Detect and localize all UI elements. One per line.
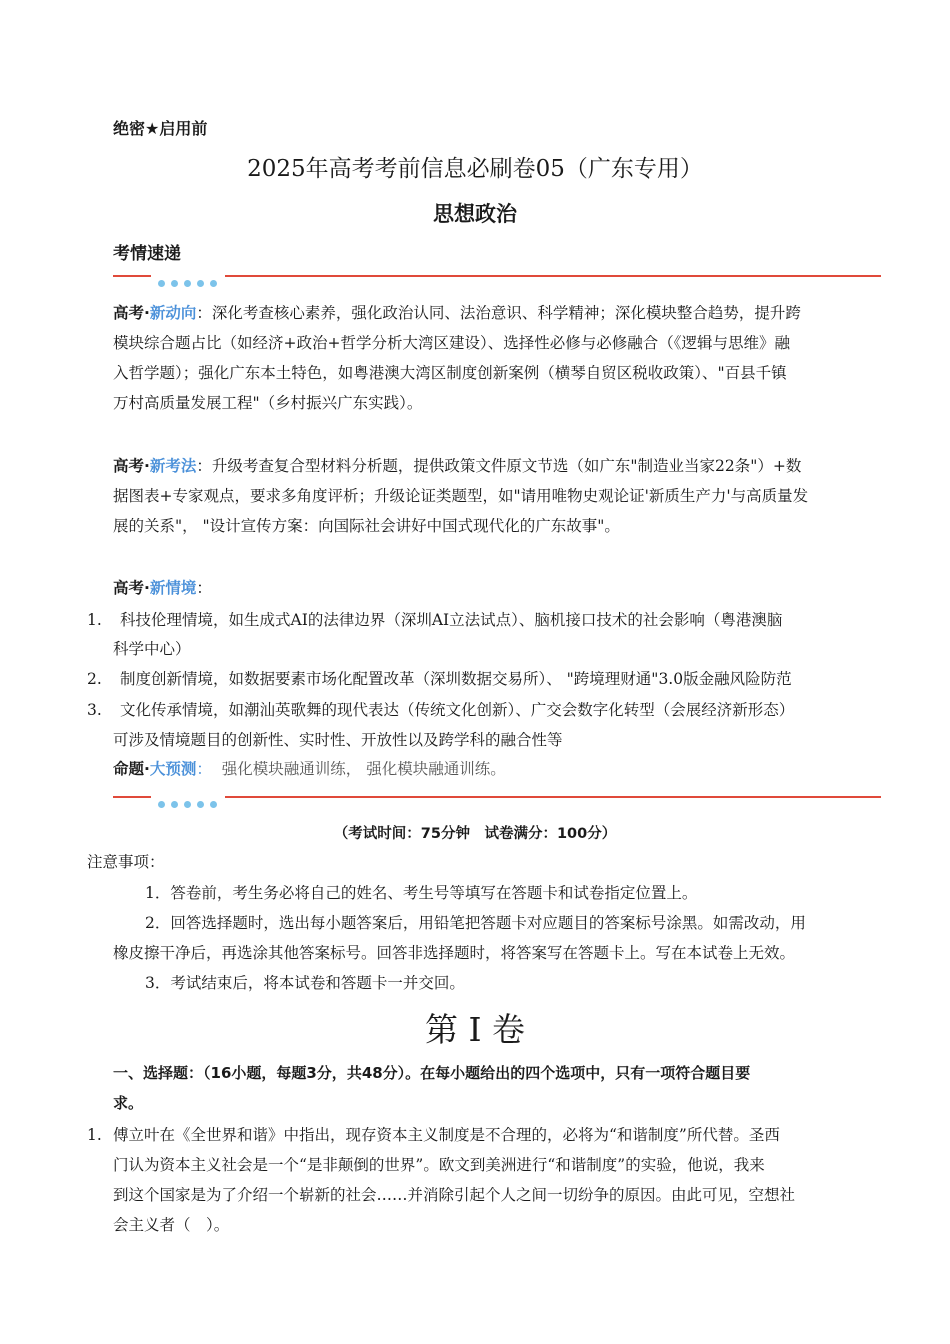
new-trend-line: 模块综合题占比（如经济+政治+哲学分析大湾区建设）、选择性必修与必修融合（《逻辑与思维》融	[113, 334, 790, 352]
part-one-heading: 一、选择题：（16小题，每题3分，共48分）。在每小题给出的四个选项中，只有一项符合题目要	[113, 1064, 751, 1082]
context-item-num: 1.	[87, 611, 102, 629]
context-item-text: 文化传承情境，如潮汕英歌舞的现代表达（传统文化创新）、广交会数字化转型（会展经济新形态）	[120, 701, 795, 719]
prediction-block	[113, 754, 506, 784]
new-trend-line: 入哲学题）；强化广东本土特色，如粤港澳大湾区制度创新案例（横琴自贸区税收政策）、"百县千镇	[113, 364, 787, 382]
part-one-heading-cont: 求。	[113, 1094, 144, 1112]
new-method-line: 展的关系"， "设计宣传方案：向国际社会讲好中国式现代化的广东故事"。	[113, 517, 620, 535]
new-trend-colon: ：	[196, 304, 212, 322]
context-item-text: 科技伦理情境，如生成式AI的法律边界（深圳AI立法试点）、脑机接口技术的社会影响（粤港澳脑	[120, 611, 783, 629]
new-trend-line: 万村高质量发展工程"（乡村振兴广东实践）。	[113, 394, 423, 412]
prediction-prefix: 命题·	[113, 760, 150, 778]
new-method-colon: ：	[196, 457, 212, 475]
new-method-line: 据图表+专家观点，要求多角度评析；升级论证类题型，如"请用唯物史观论证'新质生产力'与高质量发	[113, 487, 809, 505]
new-method-line: 升级考查复合型材料分析题，提供政策文件原文节选（如广东"制造业当家22条"）+数	[211, 457, 802, 475]
context-item-num: 3.	[87, 701, 102, 719]
notice-item: 1．答卷前，考生务必将自己的姓名、考生号等填写在答题卡和试卷指定位置上。	[145, 884, 698, 902]
question-text: 傅立叶在《全世界和谐》中指出，现存资本主义制度是不合理的，必将为“和谐制度”所代替。圣西	[113, 1126, 780, 1144]
notice-item: 3．考试结束后，将本试卷和答题卡一并交回。	[145, 974, 465, 992]
new-trend-block	[113, 298, 883, 418]
divider-top	[113, 270, 881, 282]
subject-title: 思想政治	[433, 202, 517, 226]
new-context-colon: ：	[196, 579, 212, 597]
new-trend-prefix: 高考·	[113, 304, 150, 322]
question-text: 会主义者（ ）。	[113, 1216, 230, 1234]
context-item-text: 制度创新情境，如数据要素市场化配置改革（深圳数据交易所）、 "跨境理财通"3.0版金融风险防范	[120, 670, 792, 688]
question-text: 门认为资本主义社会是一个“是非颠倒的世界”。欧文到美洲进行“和谐制度”的实验，他说，我来	[113, 1156, 765, 1174]
new-method-block	[113, 451, 883, 541]
new-context-label: 新情境	[149, 579, 197, 597]
confidential-mark: 绝密★启用前	[113, 119, 208, 138]
section-heading: 考情速递	[113, 244, 181, 264]
prediction-label: 大预测	[149, 760, 197, 778]
paper-title: 2025年高考考前信息必刷卷05（广东专用）	[247, 156, 703, 182]
question-text: 到这个国家是为了介绍一个崭新的社会……并消除引起个人之间一切纷争的原因。由此可见，空想社	[113, 1186, 796, 1204]
prediction-colon: ：	[196, 760, 212, 778]
new-context-heading	[113, 573, 212, 603]
new-trend-line: 深化考查核心素养，强化政治认同、法治意识、科学精神；深化模块整合趋势，提升跨	[211, 304, 801, 322]
context-item-text: 科学中心）	[113, 640, 191, 658]
context-item-text: 可涉及情境题目的创新性、实时性、开放性以及跨学科的融合性等	[113, 731, 563, 749]
divider-bottom	[113, 791, 881, 803]
exam-info: （考试时间：75分钟 试卷满分：100分）	[333, 826, 617, 842]
new-method-label: 新考法	[149, 457, 197, 475]
new-method-prefix: 高考·	[113, 457, 150, 475]
new-trend-label: 新动向	[149, 304, 197, 322]
notice-item: 2．回答选择题时，选出每小题答案后，用铅笔把答题卡对应题目的答案标号涂黑。如需改动，用	[145, 914, 806, 932]
prediction-text: 强化模块融通训练， 强化模块融通训练。	[221, 760, 506, 778]
volume-title: 第 I 卷	[424, 1010, 525, 1049]
question-number: 1.	[87, 1126, 102, 1144]
context-item-num: 2.	[87, 670, 102, 688]
notice-title: 注意事项：	[87, 853, 165, 871]
new-context-prefix: 高考·	[113, 579, 150, 597]
notice-item: 橡皮擦干净后，再选涂其他答案标号。回答非选择题时，将答案写在答题卡上。写在本试卷上无效。	[113, 944, 796, 962]
